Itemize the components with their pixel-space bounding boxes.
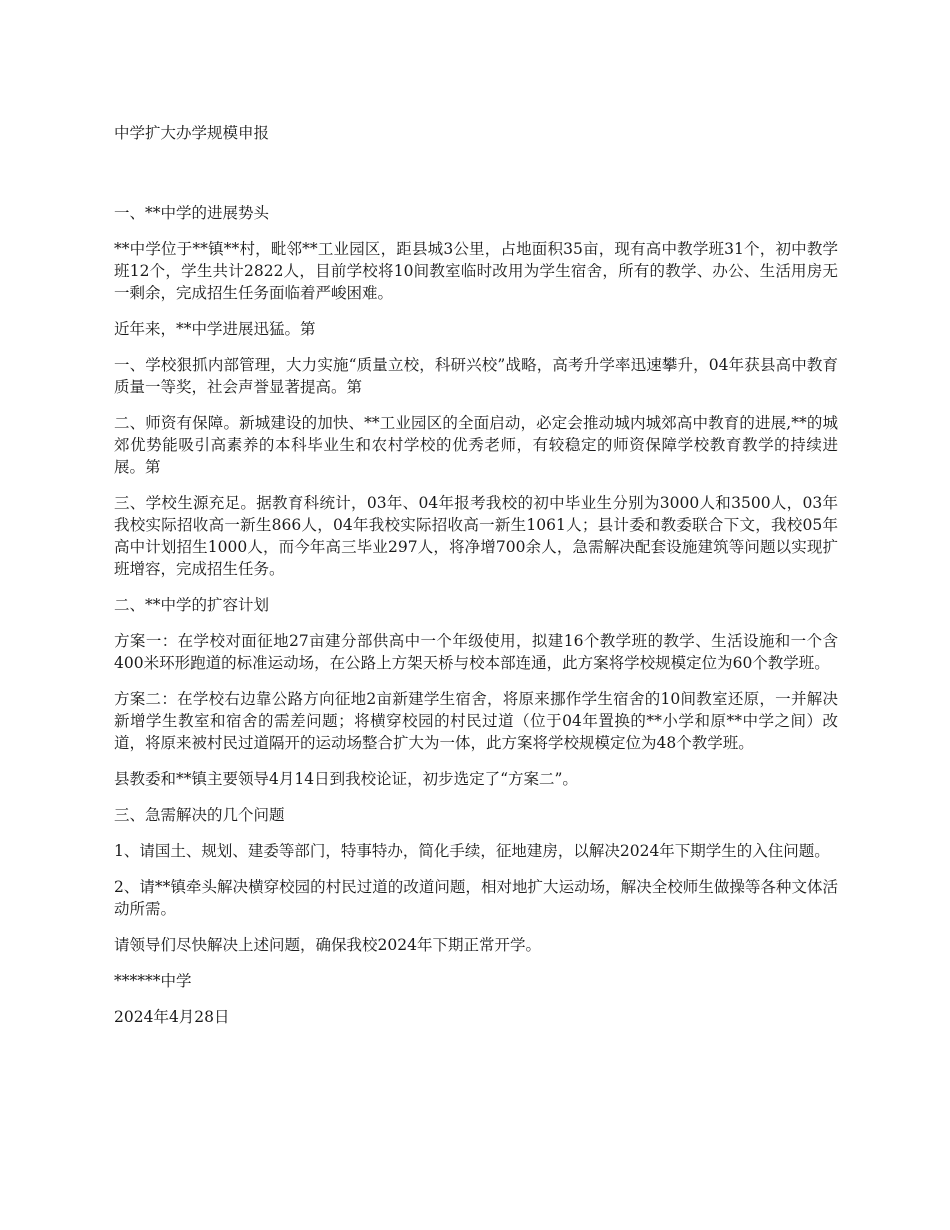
signature-school: ******中学 [114, 972, 192, 990]
section-heading-2: 二、**中学的扩容计划 [114, 596, 270, 614]
paragraph-enrollment: 三、学校生源充足。据教育科统计，03年、04年报考我校的初中毕业生分别为3000人和3500人，03年我校实际招收高一新生866人，04年我校实际招收高一新生1061人；县计委和教委联合下文，我校05年高中计划招生1000人，而今年高三毕业297人，将净增700余人，急需解决配套设施建筑等问题以实现扩班增容，完成招生任务。 [114, 494, 838, 578]
paragraph-plan-two: 方案二：在学校右边靠公路方向征地2亩新建学生宿舍，将原来挪作学生宿舍的10间教室还原，一并解决新增学生教室和宿舍的需差问题；将横穿校园的村民过道（位于04年置换的**小学和原**中学之间）改道，将原来被村民过道隔开的运动场整合扩大为一体，此方案将学校规模定位为48个教学班。 [114, 690, 838, 752]
paragraph-school-overview: **中学位于**镇**村，毗邻**工业园区，距县城3公里，占地面积35亩，现有高中教学班31个，初中教学班12个，学生共计2822人，目前学校将10间教室临时改用为学生宿舍，所有的教学、办公、生活用房无一剩余，完成招生任务面临着严峻困难。 [114, 240, 838, 302]
paragraph-plan-one: 方案一：在学校对面征地27亩建分部供高中一个年级使用，拟建16个教学班的教学、生活设施和一个含400米环形跑道的标准运动场，在公路上方架天桥与校本部连通，此方案将学校规模定位为60个教学班。 [114, 632, 838, 672]
document-body [114, 122, 838, 1042]
document-title: 中学扩大办学规模申报 [114, 124, 270, 142]
paragraph-issue-one: 1、请国土、规划、建委等部门，特事特办，简化手续，征地建房，以解决2024年下期学生的入住问题。 [114, 842, 830, 860]
paragraph-request: 请领导们尽快解决上述问题，确保我校2024年下期正常开学。 [114, 936, 541, 954]
paragraph-plan-decision: 县教委和**镇主要领导4月14日到我校论证，初步选定了“方案二”。 [114, 770, 578, 788]
signature-date: 2024年4月28日 [114, 1008, 230, 1026]
paragraph-issue-two: 2、请**镇牵头解决横穿校园的村民过道的改道问题，相对地扩大运动场，解决全校师生做操等各种文体活动所需。 [114, 878, 838, 918]
section-heading-3: 三、急需解决的几个问题 [114, 806, 285, 824]
section-heading-1: 一、**中学的进展势头 [114, 204, 270, 222]
paragraph-teachers: 二、师资有保障。新城建设的加快、**工业园区的全面启动，必定会推动城内城郊高中教育的进展,**的城郊优势能吸引高素养的本科毕业生和农村学校的优秀老师，有较稳定的师资保障学校教育教学的持续进展。第 [114, 414, 838, 476]
paragraph-recent-progress: 近年来，**中学进展迅猛。第 [114, 320, 316, 338]
paragraph-management: 一、学校狠抓内部管理，大力实施“质量立校，科研兴校”战略，高考升学率迅速攀升，04年获县高中教育质量一等奖，社会声誉显著提高。第 [114, 356, 838, 396]
